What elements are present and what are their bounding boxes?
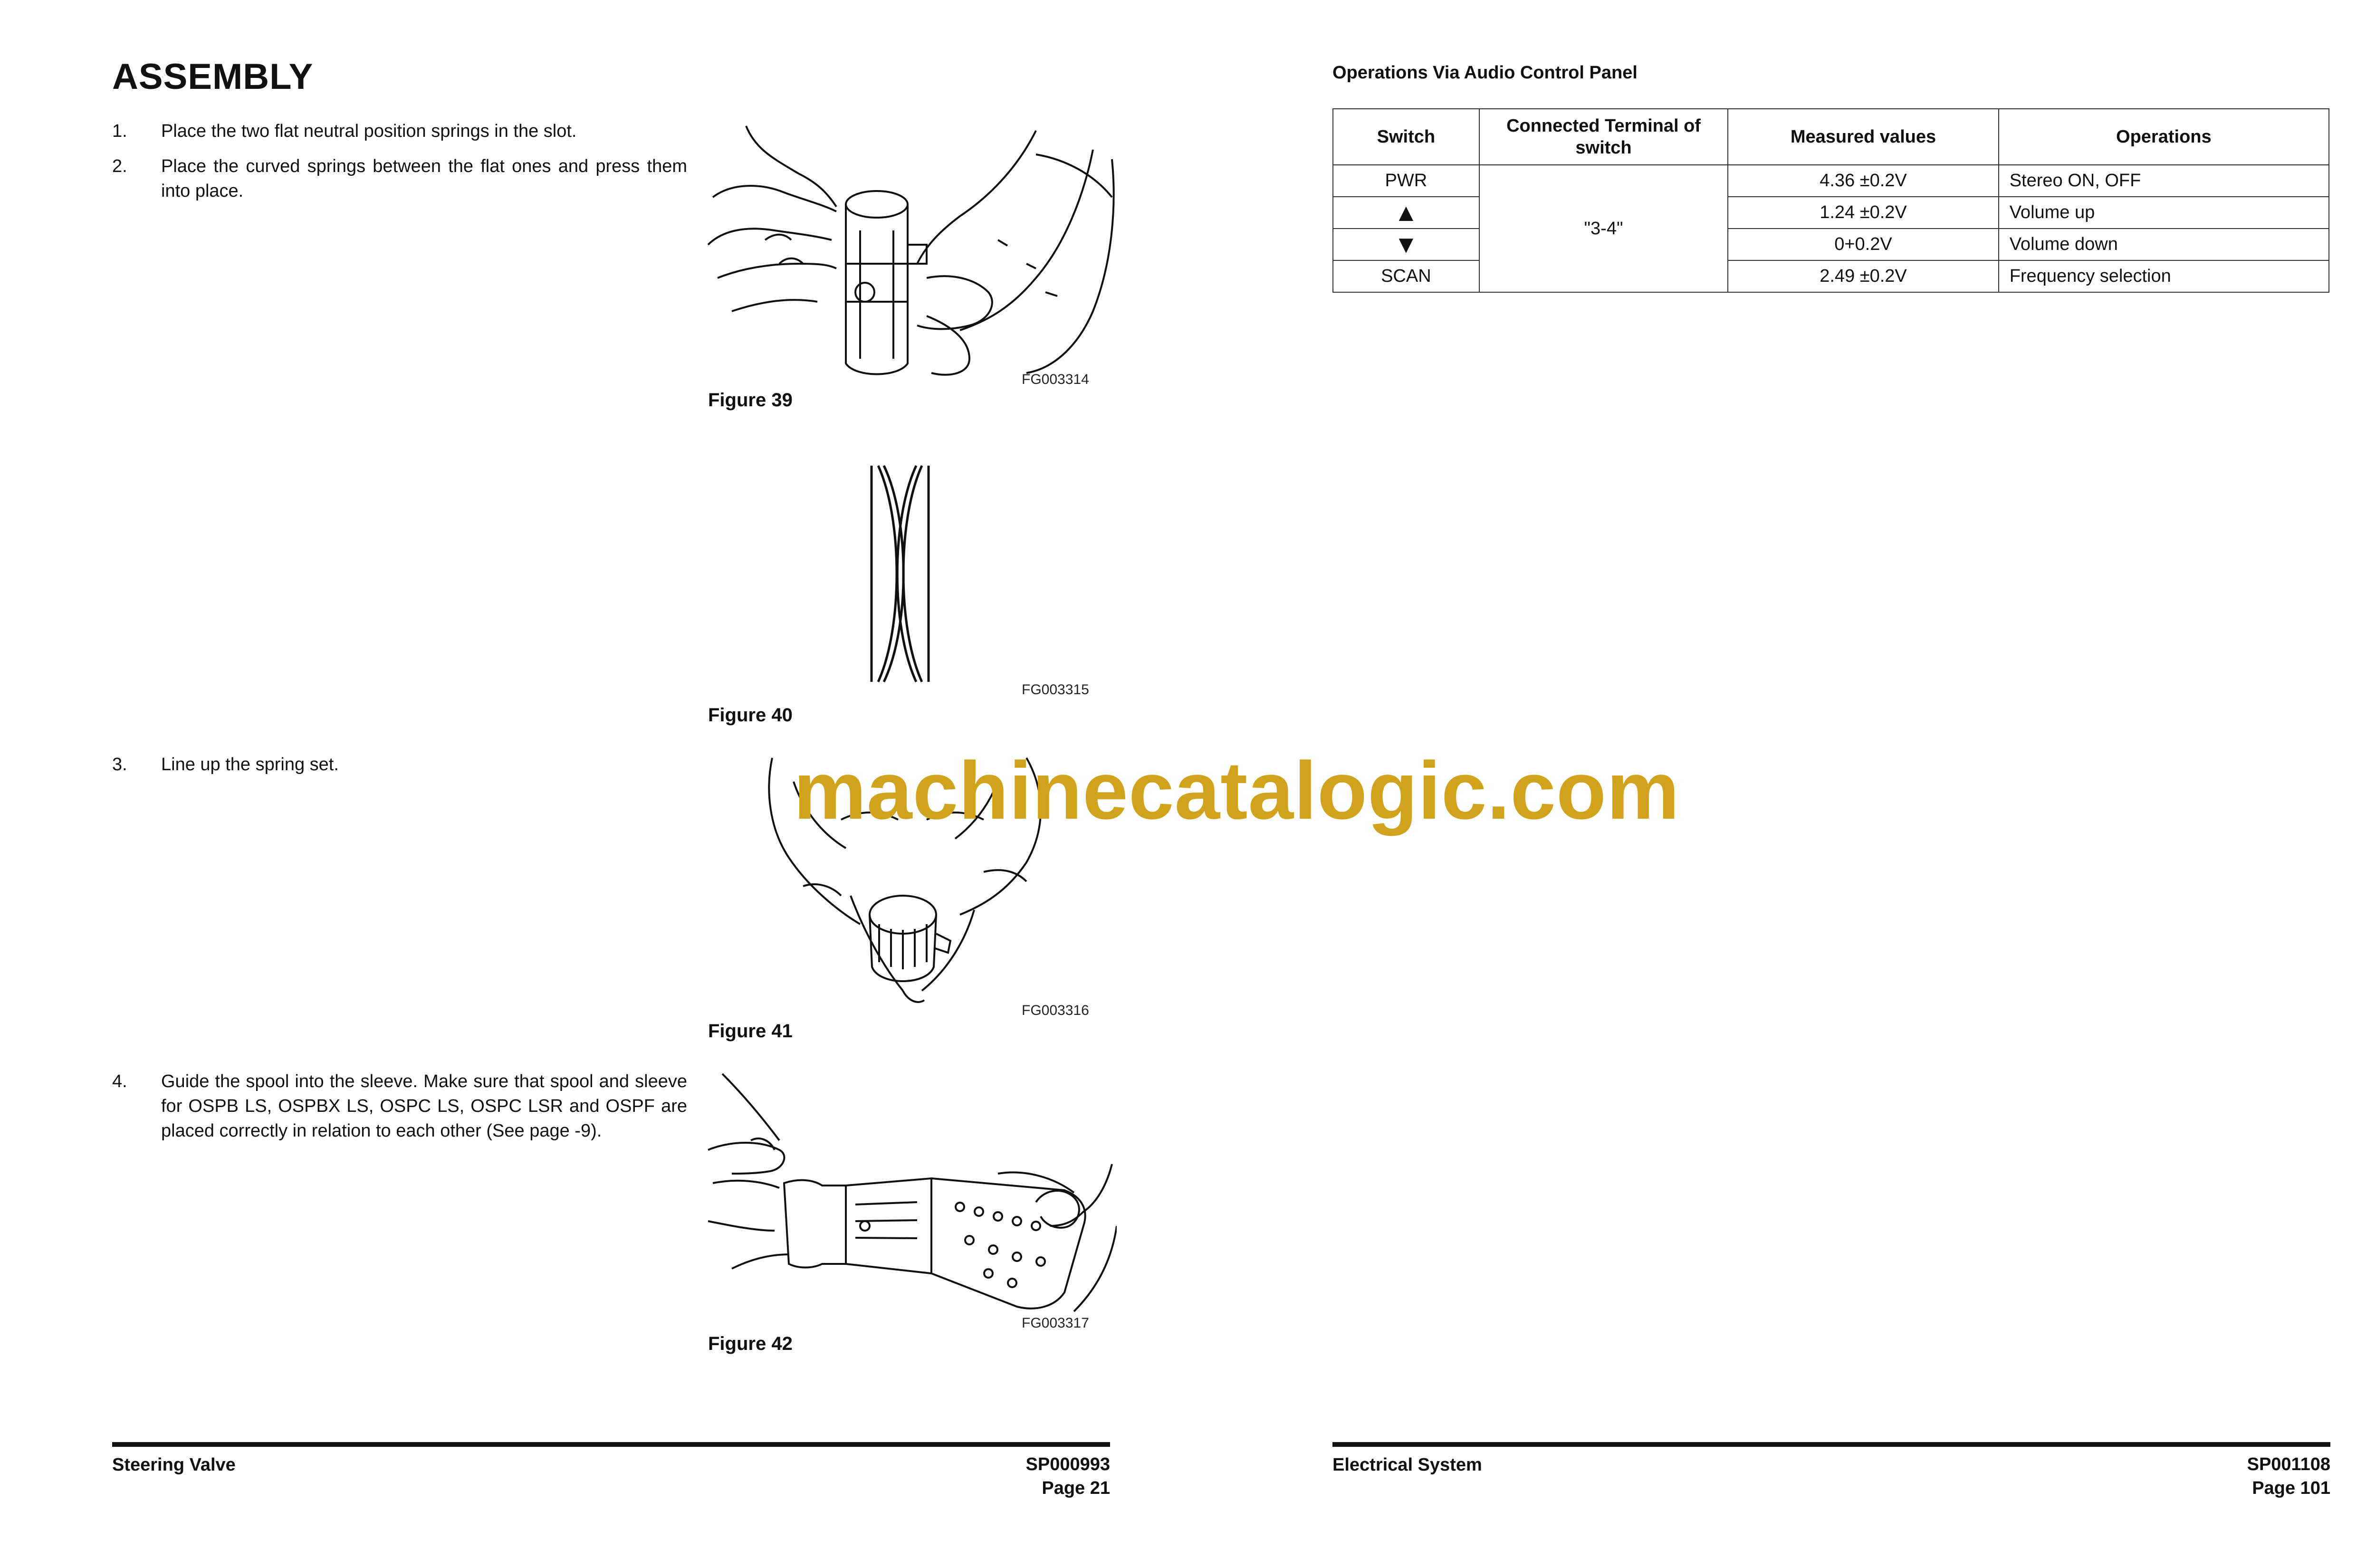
step-text: Place the curved springs between the flat ones and press them into place.: [161, 156, 687, 201]
figure-40-illustration: [865, 463, 936, 684]
terminal-cell: "3-4": [1479, 165, 1728, 292]
figure-42-code: FG003317: [1022, 1315, 1089, 1331]
switch-cell: SCAN: [1333, 260, 1479, 292]
footer-rule: [112, 1442, 1110, 1447]
step-number: 2.: [112, 156, 127, 176]
footer-section: Electrical System: [1332, 1455, 1482, 1475]
step-number: 3.: [112, 755, 127, 774]
step-text: Guide the spool into the sleeve. Make sure that spool and sleeve for OSPB LS, OSPBX LS, OSPC LS, OSPC LSR and OSPF are placed correctly in relation to each other (See page -9).: [161, 1071, 687, 1141]
header-terminal: Connected Terminal of switch: [1479, 109, 1728, 165]
footer-doc-info: [1026, 1453, 1111, 1500]
figure-39-caption: Figure 39: [708, 390, 793, 411]
figure-40-code: FG003315: [1022, 682, 1089, 698]
figure-39-illustration: [703, 121, 1117, 387]
step-text: Place the two flat neutral position springs in the slot.: [161, 121, 577, 141]
operation-cell: Stereo ON, OFF: [1999, 165, 2329, 197]
table-row: [1333, 165, 2329, 197]
footer-doc-id: SP001108: [2247, 1454, 2330, 1474]
step-2: [112, 154, 687, 203]
header-measured-values: Measured values: [1728, 109, 1998, 165]
footer-page-number: Page 101: [2252, 1478, 2330, 1498]
step-text: Line up the spring set.: [161, 755, 339, 774]
assembly-heading: ASSEMBLY: [112, 57, 314, 97]
operation-cell: Frequency selection: [1999, 260, 2329, 292]
step-number: 4.: [112, 1071, 127, 1091]
figure-41-caption: Figure 41: [708, 1021, 793, 1042]
footer-doc-info: [2247, 1453, 2330, 1500]
footer-doc-id: SP000993: [1025, 1454, 1110, 1474]
figure-42-caption: Figure 42: [708, 1333, 793, 1354]
switch-cell: ▼: [1333, 229, 1479, 260]
footer-rule: [1332, 1442, 2330, 1447]
table-header-row: [1333, 109, 2329, 165]
value-cell: 1.24 ±0.2V: [1728, 197, 1998, 229]
section-title: Operations Via Audio Control Panel: [1332, 63, 1638, 83]
footer-section: Steering Valve: [112, 1455, 236, 1475]
figure-39-code: FG003314: [1022, 372, 1089, 387]
header-operations: Operations: [1999, 109, 2329, 165]
step-3: [112, 752, 687, 777]
footer-page-number: Page 21: [1042, 1478, 1110, 1498]
switch-cell: ▲: [1333, 197, 1479, 229]
figure-40-caption: Figure 40: [708, 705, 793, 726]
step-1: [112, 119, 687, 143]
header-switch: Switch: [1333, 109, 1479, 165]
operation-cell: Volume up: [1999, 197, 2329, 229]
value-cell: 0+0.2V: [1728, 229, 1998, 260]
figure-41-code: FG003316: [1022, 1003, 1089, 1018]
figure-42-illustration: [703, 1069, 1117, 1326]
audio-control-table: [1332, 108, 2329, 293]
watermark: machinecatalogic.com: [794, 745, 1680, 836]
value-cell: 4.36 ±0.2V: [1728, 165, 1998, 197]
operation-cell: Volume down: [1999, 229, 2329, 260]
switch-cell: PWR: [1333, 165, 1479, 197]
step-number: 1.: [112, 121, 127, 141]
value-cell: 2.49 ±0.2V: [1728, 260, 1998, 292]
step-4: [112, 1069, 687, 1143]
